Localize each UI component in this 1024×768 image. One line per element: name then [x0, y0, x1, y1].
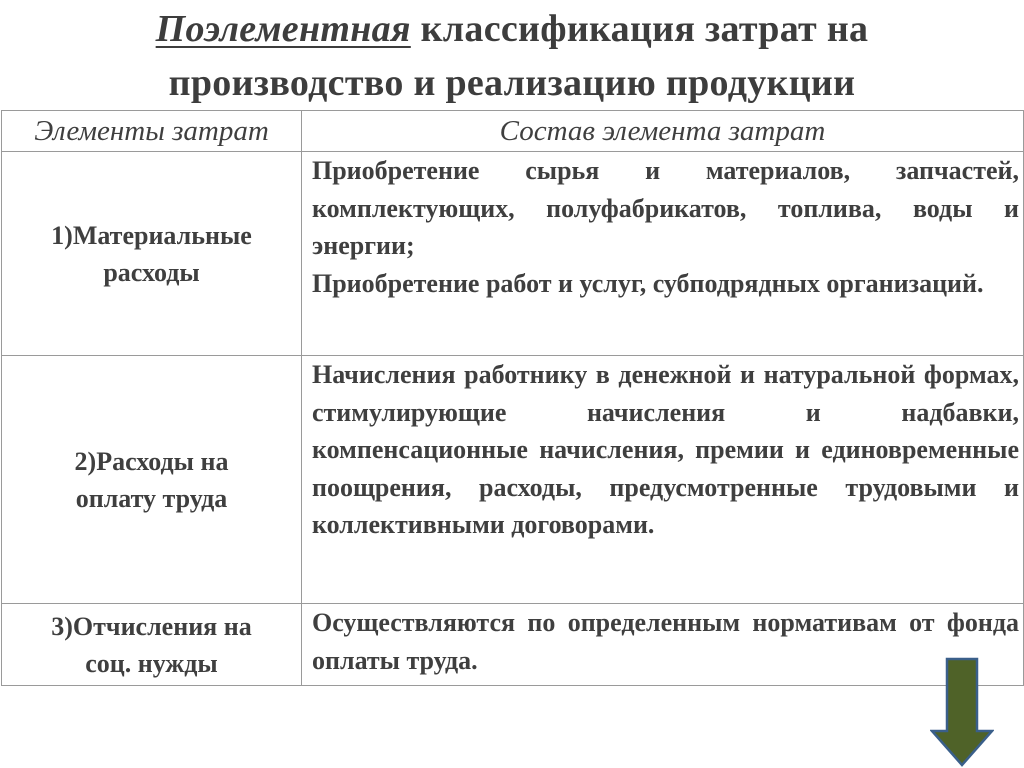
title-emphasis: Поэлементная — [155, 8, 411, 50]
table-header-row — [2, 111, 1024, 152]
element-label: оплату труда — [75, 483, 228, 513]
content-paragraph: Приобретение сырья и материалов, запчастей, комплектующих, полуфабрикатов, топлива, воды и энергии; — [312, 156, 1019, 260]
element-cell — [2, 604, 302, 686]
element-label: 2)Расходы на — [74, 446, 229, 476]
element-cell — [2, 152, 302, 356]
arrow-shape — [932, 659, 992, 765]
content-cell — [302, 604, 1024, 686]
table-row — [2, 152, 1024, 356]
cost-classification-table — [1, 110, 1024, 686]
element-label: 1)Материальные — [51, 220, 252, 250]
content-cell — [302, 356, 1024, 604]
header-elements: Элементы затрат — [2, 111, 302, 152]
title-line-2: производство и реализацию продукции — [168, 62, 856, 104]
content-paragraph: Осуществляются по определенным нормативам от фонда оплаты труда. — [312, 608, 1019, 675]
down-arrow-icon[interactable] — [930, 657, 994, 768]
element-label: расходы — [103, 257, 200, 287]
element-cell — [2, 356, 302, 604]
header-content: Состав элемента затрат — [302, 111, 1024, 152]
table-row — [2, 604, 1024, 686]
content-paragraph: Приобретение работ и услуг, субподрядных организаций. — [312, 268, 984, 298]
title-rest: классификация затрат на — [410, 8, 869, 50]
content-cell — [302, 152, 1024, 356]
element-label: 3)Отчисления на — [51, 611, 252, 641]
element-label: соц. нужды — [85, 648, 218, 678]
slide-title — [40, 2, 984, 110]
content-paragraph: Начисления работнику в денежной и натуральной формах, стимулирующие начисления и надбавки, компенсационные начисления, премии и единовременные поощрения, расходы, предусмотренные трудовыми и коллективными договорами. — [312, 360, 1019, 539]
title-line-1 — [40, 2, 984, 56]
table-row — [2, 356, 1024, 604]
